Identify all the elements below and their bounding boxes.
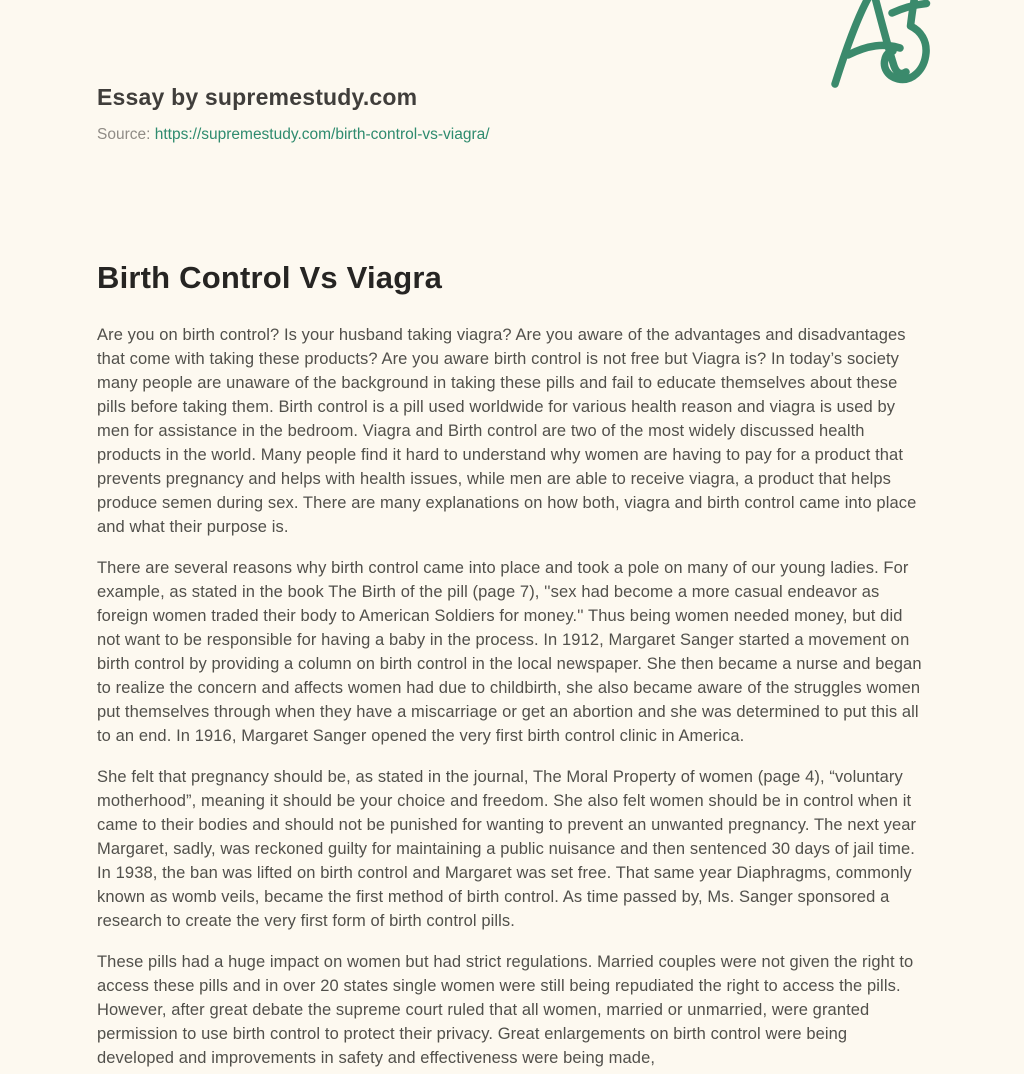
source-label: Source: <box>97 126 151 143</box>
essay-paragraph: Are you on birth control? Is your husband taking viagra? Are you aware of the advantages and disadvantages that come with taking these products? Are you aware birth control is not free but Viagra is? In today’s society many people are unaware of the background in taking these pills and fail to educate themselves about these pills before taking them. Birth control is a pill used worldwide for various health reason and viagra is used by men for assistance in the bedroom. Viagra and Birth control are two of the most widely discussed health products in the world. Many people find it hard to understand why women are having to pay for a product that prevents pregnancy and helps with health issues, while men are able to receive viagra, a product that helps produce semen during sex. There are many explanations on how both, viagra and birth control came into place and what their purpose is. <box>97 326 917 536</box>
source-link[interactable]: https://supremestudy.com/birth-control-vs-viagra/ <box>154 126 490 143</box>
essay-paragraph: These pills had a huge impact on women but had strict regulations. Married couples were not given the right to access these pills and in over 20 states single women were still being repudiated the right to access the pills. However, after great debate the supreme court ruled that all women, married or unmarried, were granted permission to use birth control to protect their privacy. Great enlargements on birth control were being developed and improvements in safety and effectiveness were being made, <box>97 953 914 1067</box>
essay-title: Birth Control Vs Viagra <box>97 260 443 295</box>
essay-paragraphs <box>97 323 927 1070</box>
essay <box>97 260 927 1070</box>
content-container <box>97 0 927 1070</box>
essay-paragraph: She felt that pregnancy should be, as stated in the journal, The Moral Property of women (page 4), “voluntary motherhood”, meaning it should be your choice and freedom. She also felt women should be in control when it came to their bodies and should not be punished for wanting to prevent an unwanted pregnancy. The next year Margaret, sadly, was reckoned guilty for maintaining a public nuisance and then sentenced 30 days of jail time. In 1938, the ban was lifted on birth control and Margaret was set free. That same year Diaphragms, commonly known as womb veils, became the first method of birth control. As time passed by, Ms. Sanger sponsored a research to create the very first form of birth control pills. <box>97 768 917 930</box>
source-line <box>97 126 927 144</box>
site-heading: Essay by supremestudy.com <box>97 84 418 110</box>
essay-paragraph: There are several reasons why birth control came into place and took a pole on many of our young ladies. For example, as stated in the book The Birth of the pill (page 7), ''sex had become a more casual endeavor as foreign women traded their body to American Soldiers for money.'' Thus being women needed money, but did not want to be responsible for having a baby in the process. In 1912, Margaret Sanger started a movement on birth control by providing a column on birth control in the local newspaper. She then became a nurse and began to realize the concern and affects women had due to childbirth, she also became aware of the struggles women put themselves through when they have a miscarriage or get an abortion and she was determined to put this all to an end. In 1916, Margaret Sanger opened the very first birth control clinic in America. <box>97 559 922 745</box>
a-plus-logo-icon <box>827 0 931 90</box>
page-header <box>97 84 927 144</box>
